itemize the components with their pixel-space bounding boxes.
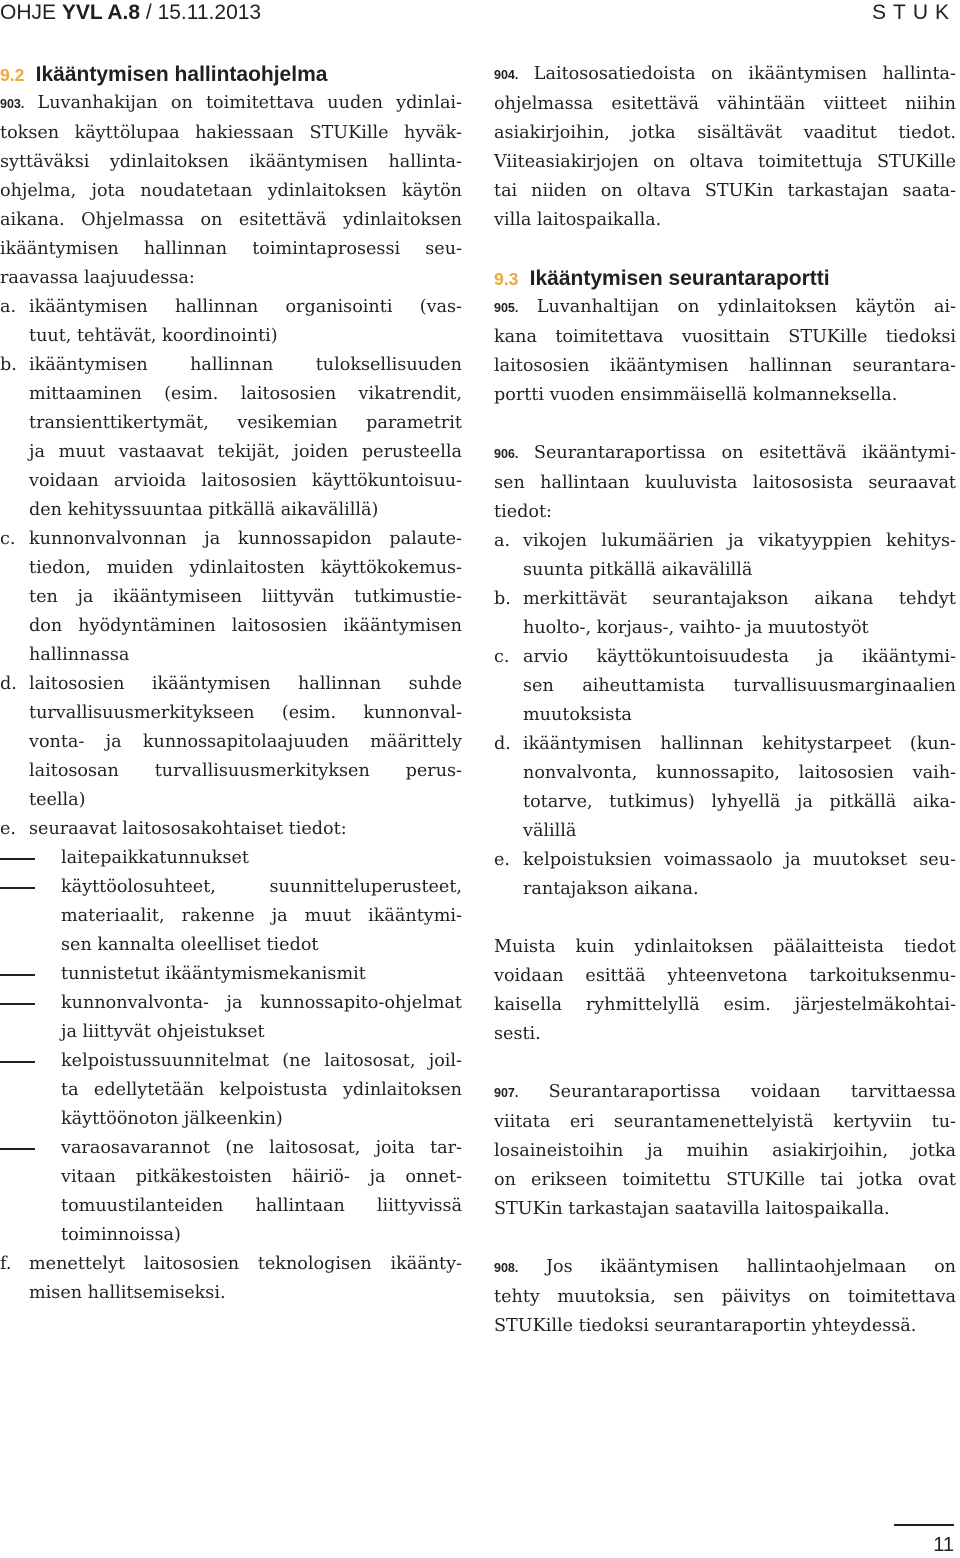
text-line: kana toimitettava vuosittain STUKille tiedoksi — [494, 327, 956, 347]
text-line: tuut, tehtävät, koordinointi) — [29, 326, 278, 346]
dash-bullet — [0, 858, 35, 860]
text-line: totarve, tutkimus) lyhyellä ja pitkällä aika- — [523, 792, 956, 812]
text-line: toiminnoissa) — [61, 1225, 181, 1245]
text-line: suunta pitkällä aikavälillä — [523, 560, 753, 580]
list-item-e — [0, 815, 462, 844]
text-line: ten ja ikääntymiseen liittyvän tutkimustie- — [29, 587, 462, 607]
section-heading-9-2 — [0, 60, 462, 89]
text-line: tiedot: — [494, 502, 552, 522]
paragraph-904 — [494, 60, 956, 235]
dash-item — [0, 844, 462, 873]
text-line: rantajakson aikana. — [523, 879, 699, 899]
text-line: villa laitospaikalla. — [494, 210, 662, 230]
dash-item — [0, 989, 462, 1047]
text-line: kunnonvalvonta- ja kunnossapito-ohjelmat — [61, 993, 462, 1013]
text-line: kaisella ryhmittelyllä esim. järjestelmäkohtai- — [494, 995, 956, 1015]
paragraph-number: 905. — [494, 301, 519, 315]
text-line: ikääntymisen hallinnan kehitystarpeet (kun- — [523, 734, 956, 754]
paragraph-number: 908. — [494, 1261, 519, 1275]
text-line: STUKille tiedoksi seurantaraportin yhteydessä. — [494, 1316, 917, 1336]
text-line: ikääntymisen hallinnan tuloksellisuuden — [29, 355, 462, 375]
text-line: tunnistetut ikääntymismekanismit — [61, 964, 366, 984]
item-label: c. — [494, 647, 510, 667]
text-line: Laitososatiedoista on ikääntymisen hallinta- — [533, 64, 956, 84]
text-line: Luvanhakijan on toimitettava uuden ydinlai- — [37, 93, 463, 113]
text-line: hallinnassa — [29, 645, 130, 665]
list-item-d — [494, 730, 956, 846]
list-item-a — [0, 293, 462, 351]
left-column — [0, 60, 462, 1308]
text-line: teella) — [29, 790, 86, 810]
brand-stuk: STUK — [871, 1, 956, 24]
dash-bullet — [0, 1061, 35, 1063]
paragraph-908 — [494, 1253, 956, 1341]
text-line: ja liittyvät ohjeistukset — [61, 1022, 265, 1042]
text-line: toksen käyttölupaa hakiessaan STUKille hyväk- — [0, 123, 462, 143]
item-label: e. — [0, 819, 17, 839]
text-line: kelpoistussuunnitelmat (ne laitososat, joil- — [61, 1051, 462, 1071]
item-label: e. — [494, 850, 511, 870]
text-line: ta edellytetään kelpoistusta ydinlaitoksen — [61, 1080, 462, 1100]
section-title: Ikääntymisen hallintaohjelma — [35, 63, 328, 86]
document-id: OHJE YVL A.8 / 15.11.2013 — [0, 1, 262, 24]
item-label: a. — [494, 531, 511, 551]
paragraph-907 — [494, 1078, 956, 1224]
text-line: käyttöolosuhteet, suunnitteluperusteet, — [61, 877, 462, 897]
text-line: arvio käyttökuntoisuudesta ja ikääntymi- — [523, 647, 956, 667]
text-line: Luvanhaltijan on ydinlaitoksen käytön ai- — [536, 297, 956, 317]
doc-date: 15.11.2013 — [157, 1, 262, 24]
paragraph-905 — [494, 293, 956, 410]
list-item-d — [0, 670, 462, 815]
paragraph-number: 904. — [494, 68, 519, 82]
paragraph-number: 907. — [494, 1086, 519, 1100]
dash-bullet — [0, 1003, 35, 1005]
section-title: Ikääntymisen seurantaraportti — [529, 267, 830, 290]
section-heading-9-3 — [494, 264, 956, 293]
text-line: vonta- ja kunnossapitolaajuuden määrittely — [29, 732, 462, 752]
text-line: merkittävät seurantajakson aikana tehdyt — [523, 589, 956, 609]
text-line: don hyödyntäminen laitososien ikääntymisen — [29, 616, 462, 636]
text-line: ikääntymisen hallinnan organisointi (vas- — [29, 297, 462, 317]
text-line: ohjelma, jota noudatetaan ydinlaitoksen käytön — [0, 181, 462, 201]
dash-item — [0, 1047, 462, 1134]
item-label: b. — [0, 355, 17, 375]
text-line: ja muut vastaavat tekijät, joiden perusteella — [29, 442, 462, 462]
text-line: laitososien ikääntymisen hallinnan suhde — [29, 674, 462, 694]
text-line: viitata eri seurantamenettelyistä kertyviin tu- — [494, 1112, 956, 1132]
list-item-f — [0, 1250, 462, 1308]
text-line: portti vuoden ensimmäisellä kolmanneksella. — [494, 385, 898, 405]
text-line: tehty muutoksia, sen päivitys on toimitettava — [494, 1287, 956, 1307]
doc-code: OHJE YVL A.8 — [0, 1, 141, 24]
text-line: kunnonvalvonnan ja kunnossapidon palaute- — [29, 529, 462, 549]
text-line: ohjelmassa esitettävä vähintään viitteet niihin — [494, 94, 956, 114]
text-line: käyttöönoton jälkeenkin) — [61, 1109, 283, 1129]
item-label: b. — [494, 589, 511, 609]
text-line: misen hallitsemiseksi. — [29, 1283, 226, 1303]
text-line: voidaan esittää yhteenvetona tarkoituksenmu- — [494, 966, 956, 986]
list-item-b — [494, 585, 956, 643]
text-line: huolto-, korjaus-, vaihto- ja muutostyöt — [523, 618, 869, 638]
text-line: den kehityssuuntaa pitkällä aikavälillä) — [29, 500, 379, 520]
dash-item — [0, 1134, 462, 1250]
text-line: sen kannalta oleelliset tiedot — [61, 935, 319, 955]
text-line: muutoksista — [523, 705, 632, 725]
dash-bullet — [0, 1148, 35, 1150]
text-line: ikääntymisen hallinnan toimintaprosessi seu- — [0, 239, 462, 259]
list-item-a — [494, 527, 956, 585]
item-label: c. — [0, 529, 16, 549]
text-line: STUKin tarkastajan saatavilla laitospaikalla. — [494, 1199, 890, 1219]
text-line: vikojen lukumäärien ja vikatyyppien kehitys- — [523, 531, 956, 551]
text-line: tomuustilanteiden hallintaan liittyvissä — [61, 1196, 462, 1216]
text-line: välillä — [523, 821, 577, 841]
text-line: voidaan arvioida laitososien käyttökuntoisuu- — [29, 471, 462, 491]
footer-rule — [894, 1524, 954, 1526]
text-line: transienttikertymät, vesikemian parametrit — [29, 413, 462, 433]
list-item-c — [494, 643, 956, 730]
text-line: tiedon, muiden ydinlaitosten käyttökokemus- — [29, 558, 462, 578]
text-line: kelpoistuksien voimassaolo ja muutokset seu- — [523, 850, 956, 870]
text-line: sen hallintaan kuuluvista laitososista seuraavat — [494, 473, 956, 493]
text-line: sesti. — [494, 1024, 541, 1044]
right-column — [494, 60, 956, 1341]
dash-bullet — [0, 887, 35, 889]
paragraph-number: 906. — [494, 447, 519, 461]
text-line: materiaalit, rakenne ja muut ikääntymi- — [61, 906, 462, 926]
text-line: on erikseen toimitettu STUKille tai jotka ovat — [494, 1170, 956, 1190]
text-line: laitososien ikääntymisen hallinnan seurantara- — [494, 356, 956, 376]
text-line: menettelyt laitososien teknologisen ikäänty- — [29, 1254, 462, 1274]
paragraph-number: 903. — [0, 97, 25, 111]
text-line: raavassa laajuudessa: — [0, 268, 195, 288]
text-line: tai niiden on oltava STUKin tarkastajan saata- — [494, 181, 956, 201]
text-line: laitepaikkatunnukset — [61, 848, 249, 868]
section-number: 9.3 — [494, 269, 519, 289]
list-item-e — [494, 846, 956, 904]
item-label: d. — [0, 674, 17, 694]
item-label: a. — [0, 297, 17, 317]
list-item-b — [0, 351, 462, 525]
list-item-c — [0, 525, 462, 670]
text-line: losaineistoihin ja muihin asiakirjoihin, jotka — [494, 1141, 956, 1161]
text-line: mittaaminen (esim. laitososien vikatrendit, — [29, 384, 462, 404]
page-header — [0, 0, 960, 26]
item-label: d. — [494, 734, 511, 754]
text-line: Seurantaraportissa voidaan tarvittaessa — [548, 1082, 956, 1102]
paragraph-903 — [0, 89, 462, 293]
dash-item — [0, 960, 462, 989]
text-line: varaosavarannot (ne laitososat, joita tar- — [61, 1138, 462, 1158]
section-number: 9.2 — [0, 65, 25, 85]
text-line: nonvalvonta, kunnossapito, laitososien vaih- — [523, 763, 956, 783]
paragraph-906 — [494, 439, 956, 1049]
dash-item — [0, 873, 462, 960]
text-line: Muista kuin ydinlaitoksen päälaitteista tiedot — [494, 937, 956, 957]
text-line: aikana. Ohjelmassa on esitettävä ydinlaitoksen — [0, 210, 462, 230]
page-number: 11 — [933, 1534, 954, 1556]
item-label: f. — [0, 1254, 12, 1274]
text-line: asiakirjoihin, jotka sisältävät vaaditut tiedot. — [494, 123, 956, 143]
text-line: Seurantaraportissa on esitettävä ikääntymi- — [533, 443, 957, 463]
text-line: syttäväksi ydinlaitoksen ikääntymisen hallinta- — [0, 152, 462, 172]
dash-bullet — [0, 974, 35, 976]
text-line: sen aiheuttamista turvallisuusmarginaalien — [523, 676, 956, 696]
text-line: seuraavat laitososakohtaiset tiedot: — [29, 819, 347, 839]
text-line: turvallisuusmerkitykseen (esim. kunnonval- — [29, 703, 462, 723]
text-line: vitaan pitkäkestoisten häiriö- ja onnet- — [61, 1167, 462, 1187]
text-line: Viiteasiakirjojen on oltava toimitettuja STUKille — [494, 152, 956, 172]
text-line: laitososan turvallisuusmerkityksen perus- — [29, 761, 462, 781]
text-line: Jos ikääntymisen hallintaohjelmaan on — [545, 1257, 956, 1277]
